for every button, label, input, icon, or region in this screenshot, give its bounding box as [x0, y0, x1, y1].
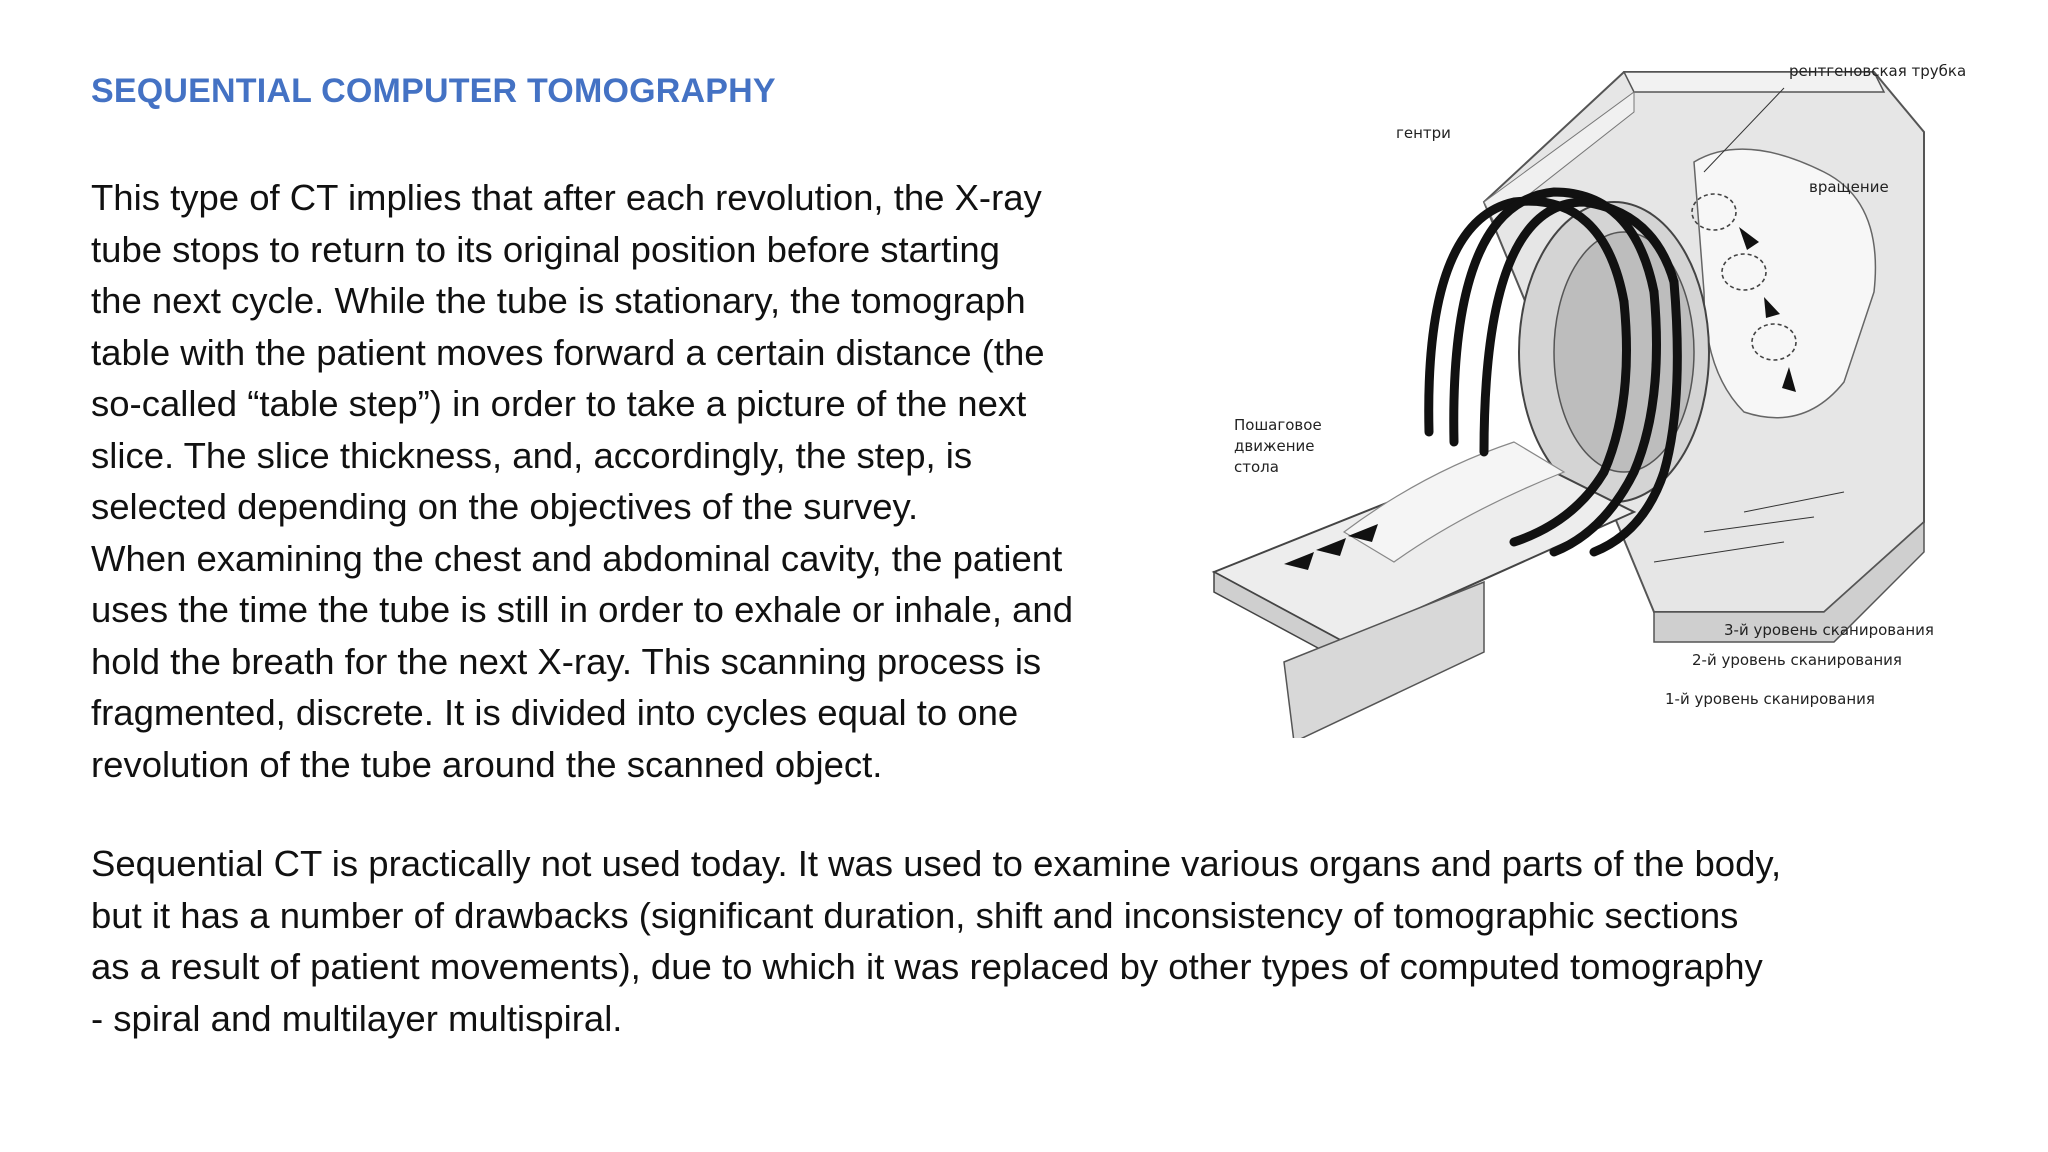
slide-title: SEQUENTIAL COMPUTER TOMOGRAPHY: [91, 72, 776, 110]
paragraph-line: When examining the chest and abdominal cavity, the patient: [91, 537, 1063, 579]
paragraph-line: revolution of the tube around the scanned object.: [91, 743, 883, 785]
paragraph-line: This type of CT implies that after each revolution, the X-ray: [91, 177, 1042, 218]
label-gantry: гентри: [1396, 124, 1451, 142]
label-rotation: вращение: [1809, 178, 1889, 196]
paragraph-line: table with the patient moves forward a certain distance (the: [91, 331, 1045, 373]
paragraph-line: the next cycle. While the tube is stationary, the tomograph: [91, 280, 1026, 321]
paragraph-line: but it has a number of drawbacks (significant duration, shift and inconsistency of tomographic sections: [91, 894, 1739, 936]
ct-scanner-diagram: [1184, 52, 1976, 738]
paragraph-line: Sequential CT is practically not used today. It was used to examine various organs and parts of the body,: [91, 843, 1782, 884]
label-level-1: 1-й уровень сканирования: [1665, 690, 1875, 708]
paragraph-line: so-called “table step”) in order to take a picture of the next: [91, 383, 1027, 424]
paragraph-line: - spiral and multilayer multispiral.: [91, 997, 623, 1039]
paragraph-description: [91, 172, 1181, 790]
label-xray-tube: рентгеновская трубка: [1789, 62, 1967, 80]
paragraph-line: as a result of patient movements), due to which it was replaced by other types of computed tomography: [91, 946, 1763, 987]
label-table-move-3: стола: [1234, 458, 1279, 476]
paragraph-line: uses the time the tube is still in order to exhale or inhale, and: [91, 589, 1074, 630]
paragraph-line: hold the breath for the next X-ray. This scanning process is: [91, 640, 1042, 682]
paragraph-conclusion: [91, 838, 1991, 1044]
paragraph-line: fragmented, discrete. It is divided into cycles equal to one: [91, 692, 1019, 733]
paragraph-line: slice. The slice thickness, and, accordingly, the step, is: [91, 434, 973, 476]
paragraph-line: tube stops to return to its original position before starting: [91, 228, 1000, 270]
label-level-2: 2-й уровень сканирования: [1692, 651, 1902, 669]
label-table-move-2: движение: [1234, 437, 1315, 455]
label-table-move-1: Пошаговое: [1234, 416, 1322, 434]
label-level-3: 3-й уровень сканирования: [1724, 621, 1934, 639]
paragraph-line: selected depending on the objectives of the survey.: [91, 486, 919, 527]
